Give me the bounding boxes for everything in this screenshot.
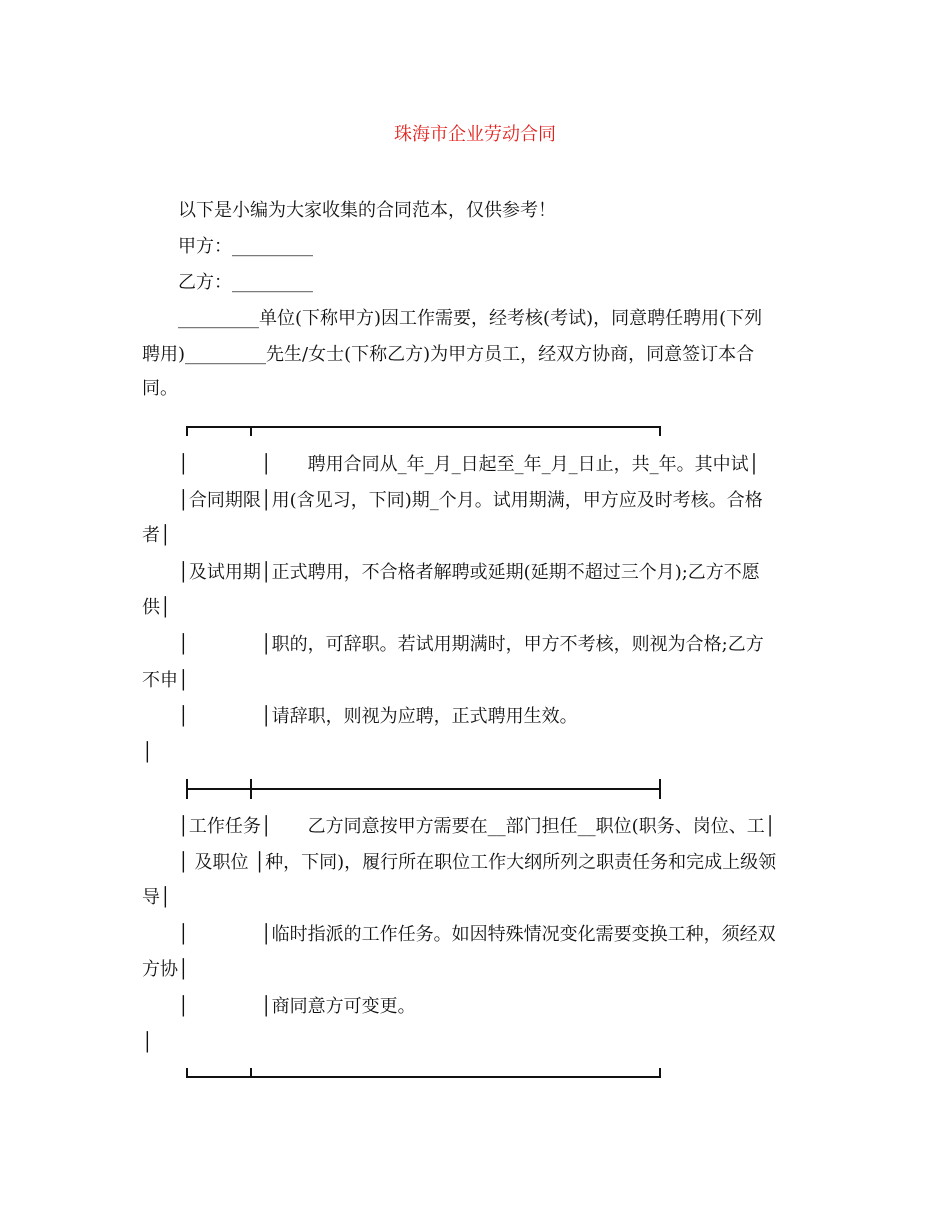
table-line: 者│ <box>142 525 171 546</box>
table-line: │ <box>142 742 153 763</box>
preamble-line-1: _________单位(下称甲方)因工作需要，经考核(考试)，同意聘任聘用(下列 <box>178 308 763 329</box>
table-line: 供│ <box>142 597 171 618</box>
table-line: │ │商同意方可变更。 <box>178 996 416 1017</box>
table-line: │ <box>142 1032 153 1053</box>
table-line: │ │ 聘用合同从_年_月_日起至_年_月_日止，共_年。其中试│ <box>178 454 760 475</box>
table-line: │ 及职位 │种，下同)，履行所在职位工作大纲所列之职责任务和完成上级领 <box>178 852 777 873</box>
table-line: │合同期限│用(含见习，下同)期_个月。试用期满，甲方应及时考核。合格 <box>178 490 763 511</box>
preamble-line-2: 聘用)_________先生/女士(下称乙方)为甲方员工，经双方协商，同意签订本合 <box>142 344 755 365</box>
table-line: │ │请辞职，则视为应聘，正式聘用生效。 <box>178 706 578 727</box>
preamble-line-3: 同。 <box>142 378 178 399</box>
document-title: 珠海市企业劳动合同 <box>394 124 556 145</box>
table-line: 导│ <box>142 887 171 908</box>
party-b-line: 乙方：_________ <box>178 272 313 293</box>
table-line: │ │临时指派的工作任务。如因特殊情况变化需要变换工种，须经双 <box>178 924 776 945</box>
party-a-line: 甲方：_________ <box>178 236 313 257</box>
table-line: │ │职的，可辞职。若试用期满时，甲方不考核，则视为合格;乙方 <box>178 634 764 655</box>
table-line: 方协│ <box>142 959 189 980</box>
table-line: │及试用期│正式聘用，不合格者解聘或延期(延期不超过三个月);乙方不愿 <box>178 562 760 583</box>
intro-line: 以下是小编为大家收集的合同范本，仅供参考！ <box>178 200 556 221</box>
table-line: │工作任务│ 乙方同意按甲方需要在__部门担任__职位(职务、岗位、工│ <box>178 816 776 837</box>
table-line: 不申│ <box>142 670 189 691</box>
